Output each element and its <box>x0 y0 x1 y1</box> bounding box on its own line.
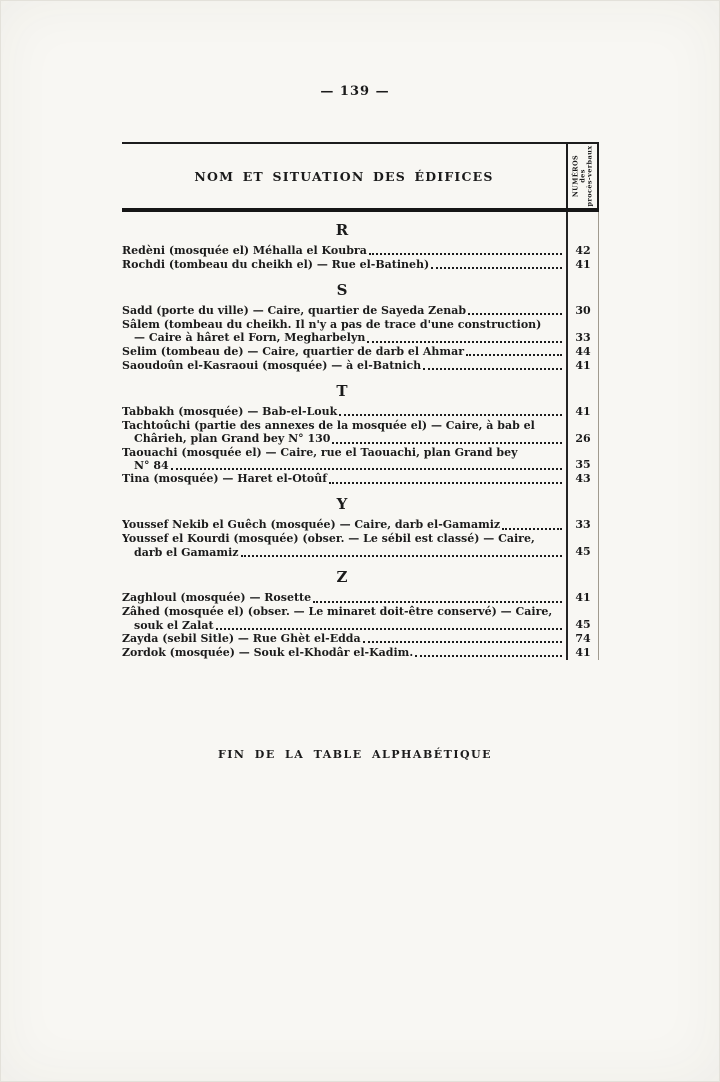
entry-line-text: Zayda (sebil Sitle) — Rue Ghèt el-Edda <box>122 632 361 646</box>
section-t <box>122 373 599 487</box>
table-body <box>122 212 599 660</box>
entry-text <box>122 304 566 318</box>
entry-number: 41 <box>566 359 599 373</box>
dots-leader <box>216 628 562 630</box>
entry-line <box>122 591 563 604</box>
entry-number: 33 <box>566 318 599 345</box>
entry-number: 41 <box>566 405 599 419</box>
entry-row <box>122 405 599 419</box>
entry-text <box>122 518 566 532</box>
entry-row <box>122 244 599 258</box>
entry-row <box>122 472 599 486</box>
edifices-table <box>122 142 599 660</box>
entry-line-text: Sadd (porte du ville) — Caire, quartier de Sayeda Zenab <box>122 304 467 317</box>
entry-number: 74 <box>566 632 599 646</box>
section-letter: S <box>336 281 349 299</box>
entry-line-text: Saoudoûn el-Kasraoui (mosquée) — à el-Batnich <box>122 358 422 372</box>
dots-leader <box>363 641 562 643</box>
entry-number: 43 <box>566 472 599 486</box>
section-letter: R <box>335 221 350 239</box>
numbers-column-spacer <box>566 373 599 405</box>
entry-line <box>122 359 563 372</box>
entry-line: Sâlem (tombeau du cheikh. Il n'y a pas de trace d'une construction) <box>122 318 542 331</box>
entry-text <box>122 632 566 646</box>
entry-row <box>122 419 599 446</box>
entry-number: 35 <box>566 446 599 473</box>
entry-line <box>122 646 563 659</box>
entry-row <box>122 591 599 605</box>
entry-line <box>122 632 563 645</box>
section-heading-row <box>122 373 599 405</box>
entry-text <box>122 605 566 632</box>
entry-line: Zâhed (mosquée el) (obser. — Le minaret doit-être conservé) — Caire, <box>122 605 553 619</box>
table-header-row <box>122 142 599 208</box>
rotated-header-line: procès-verbaux <box>585 145 593 207</box>
entry-text <box>122 258 566 272</box>
entry-line-text: — Caire à hâret el Forn, Megharbelyn <box>134 331 366 345</box>
entry-line <box>122 331 563 344</box>
entry-row <box>122 318 599 345</box>
section-letter: Y <box>336 495 349 514</box>
numbers-column-spacer <box>566 212 599 244</box>
entry-number: 30 <box>566 304 599 318</box>
dots-leader <box>466 354 562 356</box>
entry-row <box>122 518 599 532</box>
dots-leader <box>431 267 562 269</box>
numbers-column-spacer <box>566 272 599 304</box>
section-heading-row <box>122 272 599 304</box>
entry-line <box>122 546 563 559</box>
entry-line <box>122 619 563 632</box>
entry-line: Tachtoûchi (partie des annexes de la mosquée el) — Caire, à bab el <box>122 418 535 432</box>
entry-line-text: darb el Gamamiz <box>134 545 239 559</box>
entry-text <box>122 318 566 345</box>
entry-line <box>122 472 563 485</box>
entry-line-text: Tina (mosquée) — Haret el-Otoûf <box>122 472 327 486</box>
dots-leader <box>339 414 562 416</box>
entry-text <box>122 446 566 473</box>
entry-number: 44 <box>566 345 599 359</box>
dots-leader <box>329 482 562 484</box>
entry-row <box>122 646 599 660</box>
table-title-cell <box>122 144 566 208</box>
rotated-header-line: des <box>578 169 586 183</box>
entry-row <box>122 359 599 373</box>
entry-row <box>122 304 599 318</box>
entry-number: 41 <box>566 258 599 272</box>
dots-leader <box>171 468 562 470</box>
entry-line <box>122 432 563 445</box>
entry-line-text: Zaghloul (mosquée) — Rosette <box>122 591 312 605</box>
entry-line-text: Selim (tombeau de) — Caire, quartier de darb el Ahmar <box>122 344 464 358</box>
numbers-column-spacer <box>566 486 599 518</box>
entry-row <box>122 258 599 272</box>
entry-line <box>122 518 563 531</box>
entry-line-text: Youssef Nekib el Guêch (mosquée) — Caire, darb el-Gamamiz <box>122 518 501 532</box>
entry-text <box>122 244 566 258</box>
entry-line-text: Rochdi (tombeau du cheikh el) — Rue el-Batineh) <box>122 258 430 271</box>
dots-leader <box>241 555 563 557</box>
section-letter: Z <box>336 568 349 587</box>
entry-text <box>122 646 566 660</box>
section-r <box>122 212 599 272</box>
section-heading-row <box>122 559 599 591</box>
entry-number: 26 <box>566 419 599 446</box>
section-s <box>122 272 599 373</box>
entry-line-text: Redèni (mosquée el) Méhalla el Koubra <box>122 244 367 257</box>
dots-leader <box>369 253 562 255</box>
footer-text: FIN DE LA TABLE ALPHABÉTIQUE <box>217 748 493 761</box>
entry-line-text: souk el Zalat <box>134 618 214 632</box>
entry-text <box>122 359 566 373</box>
section-y <box>122 486 599 559</box>
entry-row <box>122 446 599 473</box>
entry-line-text: Tabbakh (mosquée) — Bab-el-Louk <box>122 404 338 418</box>
entry-text <box>122 345 566 359</box>
entry-line <box>122 244 563 257</box>
entry-text <box>122 405 566 419</box>
entry-row <box>122 632 599 646</box>
entry-number: 45 <box>566 532 599 559</box>
entry-line <box>122 405 563 418</box>
entry-row <box>122 605 599 632</box>
entry-number: 45 <box>566 605 599 632</box>
entry-text <box>122 419 566 446</box>
dots-leader <box>313 601 562 603</box>
entry-text <box>122 532 566 559</box>
rotated-header-line: NUMÉROS <box>571 154 579 198</box>
page-number: — 139 — <box>320 84 390 99</box>
entry-number: 41 <box>566 646 599 660</box>
entry-line-text: N° 84 <box>134 459 169 473</box>
entry-row <box>122 345 599 359</box>
dots-leader <box>468 313 562 315</box>
entry-text <box>122 472 566 486</box>
entry-row <box>122 532 599 559</box>
numbers-column-spacer <box>566 559 599 591</box>
dots-leader <box>332 442 562 444</box>
section-heading-row <box>122 486 599 518</box>
entry-number: 42 <box>566 244 599 258</box>
dots-leader <box>423 368 562 370</box>
entry-line <box>122 345 563 358</box>
numbers-column-header-text <box>572 145 593 206</box>
numbers-column-header <box>566 144 599 208</box>
dots-leader <box>367 341 562 343</box>
table-title: NOM ET SITUATION DES ÉDIFICES <box>194 168 494 184</box>
section-z <box>122 559 599 660</box>
dots-leader <box>415 655 562 657</box>
entry-line <box>122 258 563 271</box>
entry-number: 41 <box>566 591 599 605</box>
section-letter: T <box>336 381 349 400</box>
entry-line-text: Zordok (mosquée) — Souk el-Khodâr el-Kadim. <box>122 646 414 660</box>
dots-leader <box>502 528 562 530</box>
entry-number: 33 <box>566 518 599 532</box>
entry-text <box>122 591 566 605</box>
entry-line: Youssef el Kourdi (mosquée) (obser. — Le sébil est classé) — Caire, <box>122 532 535 546</box>
entry-line <box>122 459 563 472</box>
entry-line-text: Chârieh, plan Grand bey N° 130 <box>134 432 331 446</box>
section-heading-row <box>122 212 599 244</box>
entry-line <box>122 304 563 317</box>
entry-line: Taouachi (mosquée el) — Caire, rue el Taouachi, plan Grand bey <box>122 445 518 459</box>
